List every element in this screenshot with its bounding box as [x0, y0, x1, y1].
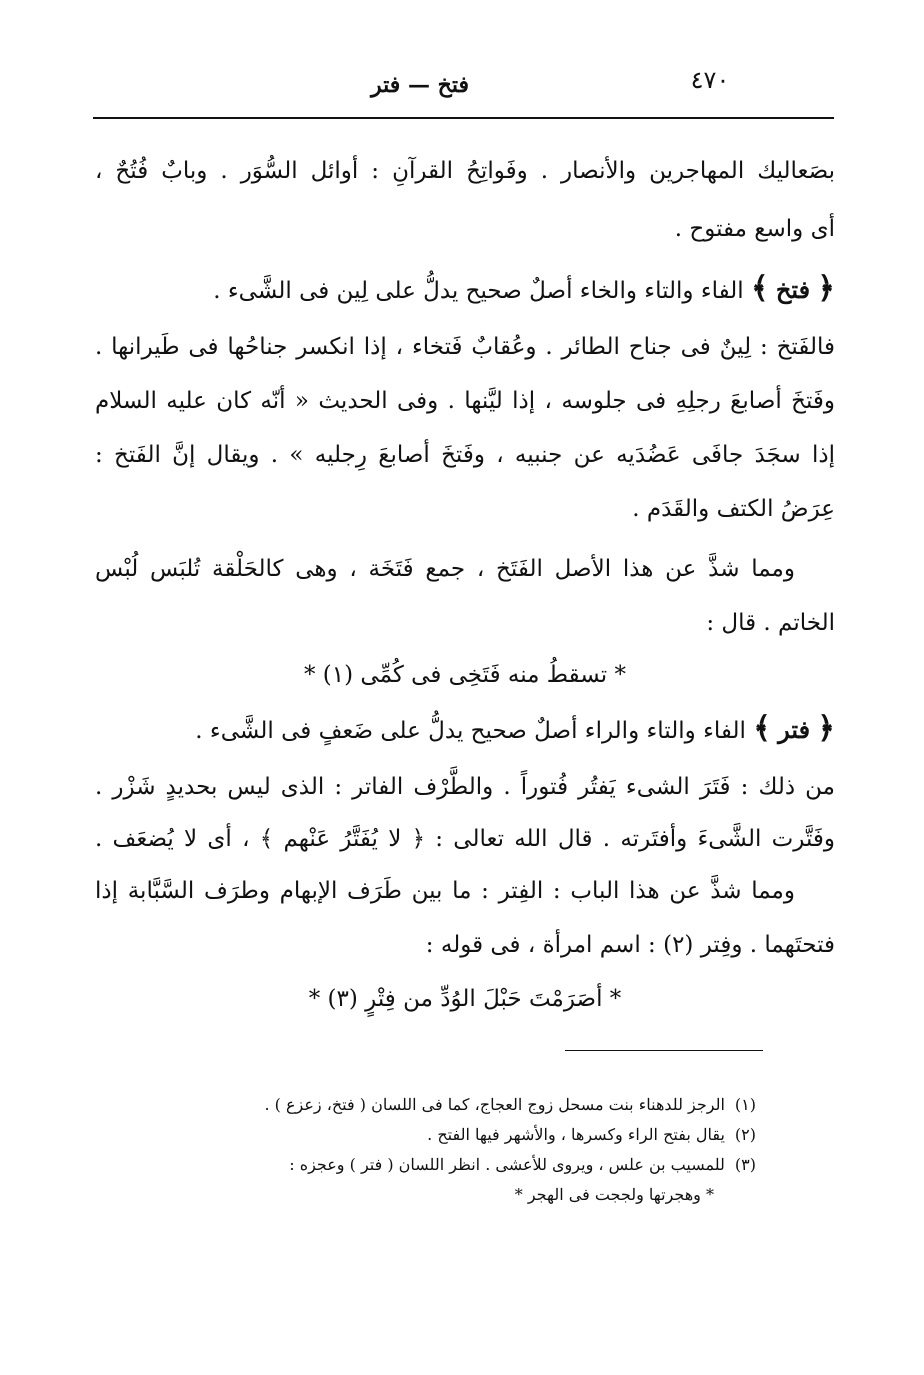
verse: * أصَرَمْتَ حَبْلَ الوُدِّ من فِتْرٍ (٣) *: [308, 986, 622, 1012]
bracket-close: ﴾: [751, 271, 769, 306]
footnote-number: (٢): [734, 1125, 756, 1144]
entry-definition: الفاء والتاء والخاء أصلٌ صحيح يدلُّ على لِين فى الشَّىء .: [213, 278, 744, 304]
text-line: إذا سجَدَ جافَى عَضُدَيه عن جنبيه ، وفَتخَ أصابعَ رِجليه » . ويقال إنَّ الفَتخ :: [95, 442, 835, 468]
text-line: فتحتَهما . وفِتر (٢) : اسم امرأة ، فى قوله :: [425, 932, 835, 958]
text-line: فالفَتخ : لِينٌ فى جناح الطائر . وعُقابٌ فَتخاء ، إذا انكسر جناحُها فى طَيرانها .: [95, 334, 835, 360]
footnote-text: * وهجرتها ولججت فى الهجر *: [514, 1185, 714, 1204]
entry-definition: الفاء والتاء والراء أصلٌ صحيح يدلُّ على ضَعفٍ فى الشَّىء .: [195, 718, 746, 744]
footnote-number: (١): [734, 1095, 756, 1114]
footnote-verse: [154, 1180, 714, 1210]
text-line: عِرَضُ الكتف والقَدَم .: [632, 496, 835, 522]
text-line: الخاتم . قال :: [706, 610, 835, 636]
entry-fatar: [95, 706, 835, 754]
footnote-rule: [565, 1050, 763, 1051]
footnote-text: للمسيب بن علس ، ويروى للأعشى . انظر اللسان ( فتر ) وعجزه :: [289, 1155, 725, 1174]
bracket-open: ﴿: [817, 711, 835, 746]
entry-headword: فتخ: [775, 275, 811, 304]
running-head: فتخ — فتر: [371, 72, 469, 98]
footnote-number: (٣): [734, 1155, 756, 1174]
text-line: أى واسع مفتوح .: [674, 216, 835, 242]
text-line: من ذلك : فَتَرَ الشىء يَفتُر فُتوراً . والطَّرْف الفاتر : الذى ليس بحديدٍ شَزْر .: [95, 774, 835, 800]
footnote: [196, 1090, 756, 1120]
bracket-open: ﴿: [817, 271, 835, 306]
footnote-text: يقال بفتح الراء وكسرها ، والأشهر فيها الفتح .: [427, 1125, 725, 1144]
header-rule: [93, 117, 834, 119]
text-line: وفَتَّرت الشَّىءَ وأفتَرته . قال الله تعالى : ﴿ لا يُفَتَّرُ عَنْهم ﴾ ، أى لا يُضعَف .: [95, 826, 835, 852]
text-line: ومما شذَّ عن هذا الباب : الفِتر : ما بين طَرَف الإبهام وطرَف السَّبَّابة إذا: [95, 878, 795, 904]
bracket-close: ﴾: [753, 711, 771, 746]
footnote: [196, 1120, 756, 1150]
text-line: ومما شذَّ عن هذا الأصل الفَتَخ ، جمع فَتَخَة ، وهى كالحَلْقة تُلبَس لُبْس: [95, 556, 795, 582]
text-line: بصَعاليك المهاجرين والأنصار . وفَواتِحُ القرآنِ : أوائل السُّوَر . وبابٌ فُتُحٌ ،: [95, 158, 835, 184]
footnote-text: الرجز للدهناء بنت مسحل زوج العجاج، كما فى اللسان ( فتخ، زعزع ) .: [264, 1095, 725, 1114]
footnote: [196, 1150, 756, 1180]
text-line: وفَتخَ أصابعَ رجلِهِ فى جلوسه ، إذا ليَّنها . وفى الحديث « أنّه كان عليه السلام: [95, 388, 835, 414]
verse: * تسقطُ منه فَتَخِى فى كُمِّى (١) *: [303, 662, 626, 688]
entry-fatakh: [95, 266, 835, 314]
page-number: ٤٧٠: [690, 66, 730, 94]
entry-headword: فتر: [778, 715, 811, 744]
